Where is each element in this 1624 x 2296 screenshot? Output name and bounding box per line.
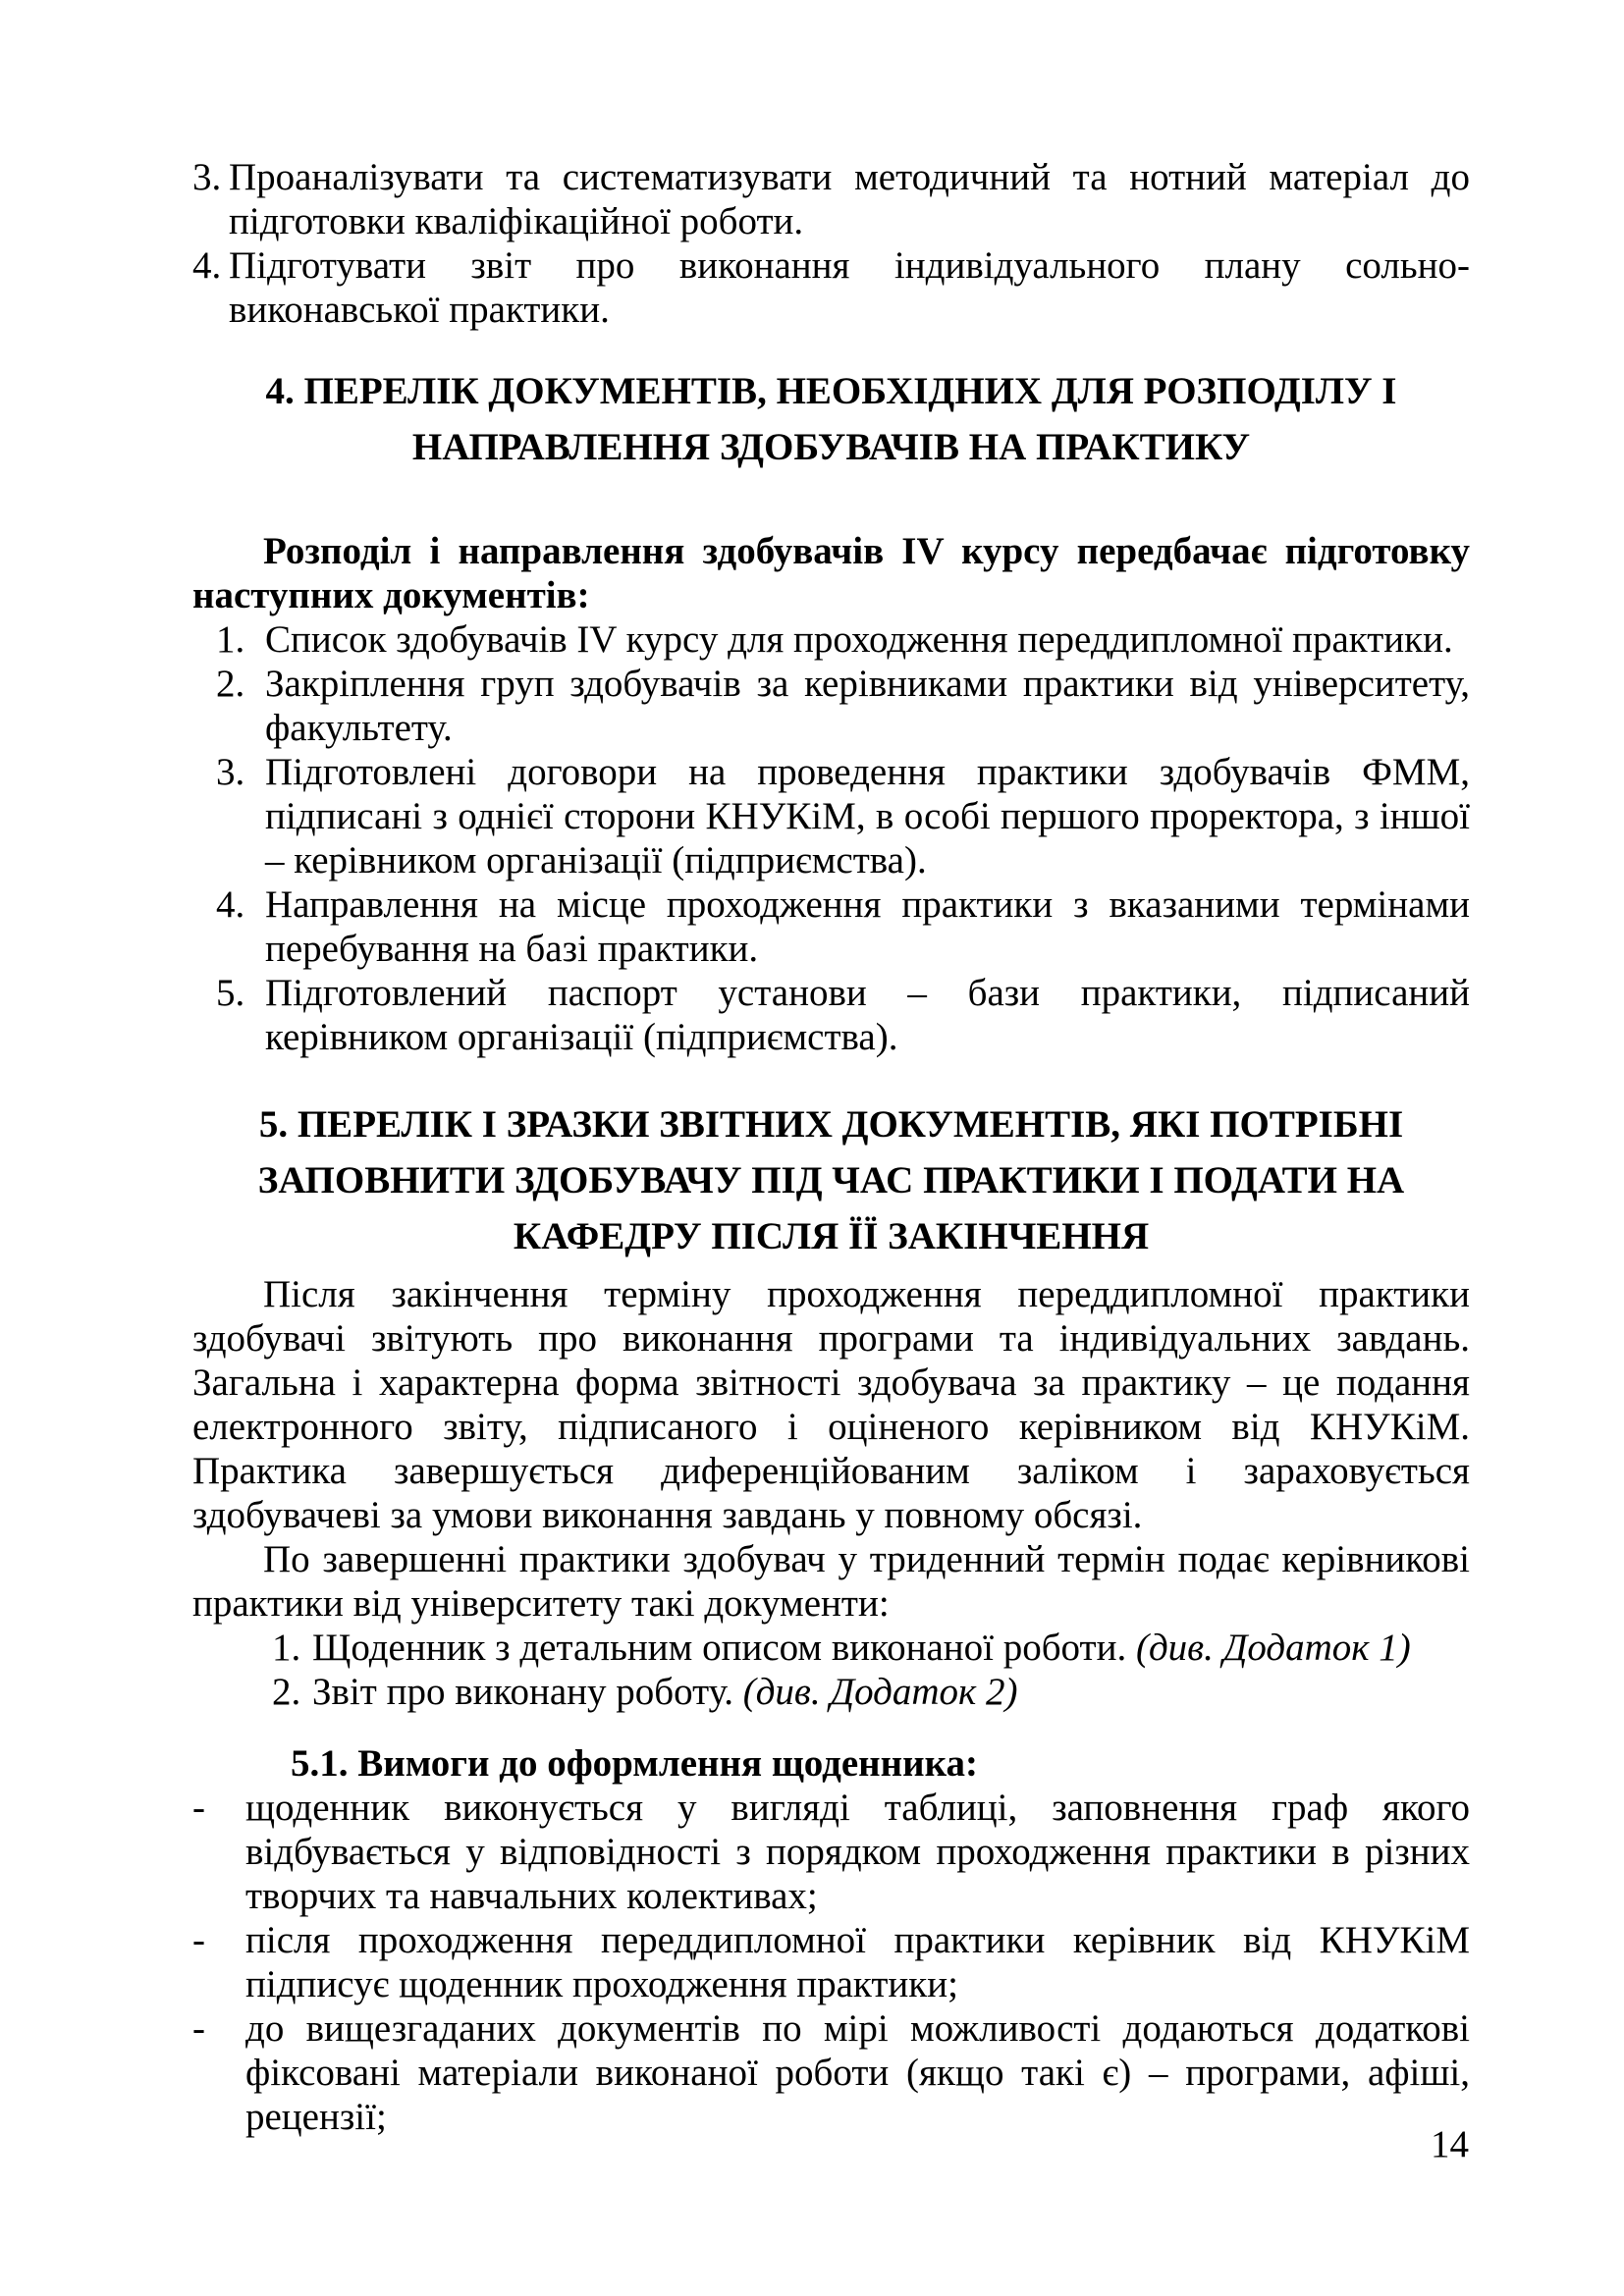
list-item-dash: -	[192, 1787, 205, 1829]
list-item	[192, 1786, 1470, 1918]
list-item	[192, 882, 1470, 971]
list-item-number: 1.	[216, 618, 245, 661]
list-item	[192, 1626, 1470, 1670]
list-item-text: Підготовлені договори на проведення практики здобувачів ФММ, підписані з однієї сторони КНУКіМ, в особі першого проректора, з іншої – керівником організації (підприємства).	[265, 751, 1470, 881]
list-item-text: Закріплення груп здобувачів за керівниками практики від університету, факультету.	[265, 663, 1470, 749]
list-item-number: 4.	[192, 244, 222, 287]
list-item	[192, 243, 1470, 332]
section51-dash-list	[192, 1786, 1470, 2139]
list-item-text: Підготовлений паспорт установи – бази практики, підписаний керівником організації (підприємства).	[265, 972, 1470, 1058]
list-item-text: Підготувати звіт про виконання індивідуального плану сольно-виконавської практики.	[229, 244, 1470, 331]
list-item-text: до вищезгаданих документів по мірі можливості додаються додаткові фіксовані матеріали виконаної роботи (якщо такі є) – програми, афіші, рецензії;	[245, 2007, 1470, 2138]
list-item	[192, 971, 1470, 1059]
list-item	[192, 617, 1470, 662]
list-item-text: щоденник виконується у вигляді таблиці, заповнення граф якого відбувається у відповідності з порядком проходження практики в різних творчих та навчальних колективах;	[245, 1787, 1470, 1917]
continued-numbered-list	[192, 155, 1470, 332]
report-documents-list	[192, 1626, 1470, 1714]
list-item-text: Проаналізувати та систематизувати методичний та нотний матеріал до підготовки кваліфікаційної роботи.	[229, 156, 1470, 242]
section5-paragraph-1: Після закінчення терміну проходження переддипломної практики здобувачі звітують про виконання програми та індивідуальних завдань. Загальна і характерна форма звітності здобувача за практику – це подання електронного звіту, підписаного і оціненого керівником від КНУКіМ. Практика завершується диференційованим заліком і зараховується здобувачеві за умови виконання завдань у повному обсязі.	[192, 1273, 1470, 1536]
section4-intro: Розподіл і направлення здобувачів IV курсу передбачає підготовку наступних документів:	[192, 530, 1470, 616]
page-content	[192, 155, 1470, 2139]
list-item-text: Щоденник з детальним описом виконаної роботи.	[312, 1627, 1127, 1669]
list-item	[192, 1918, 1470, 2006]
list-item	[192, 1670, 1470, 1714]
list-item-text: Звіт про виконану роботу.	[312, 1671, 733, 1713]
section4-numbered-list	[192, 617, 1470, 1059]
list-item-dash: -	[192, 1919, 205, 1961]
list-item-number: 2.	[272, 1671, 301, 1713]
list-item-dash: -	[192, 2007, 205, 2050]
list-item-text: після проходження переддипломної практики керівник від КНУКіМ підписує щоденник проходження практики;	[245, 1919, 1470, 2005]
list-item-number: 2.	[216, 663, 245, 705]
section4-heading: 4. ПЕРЕЛІК ДОКУМЕНТІВ, НЕОБХІДНИХ ДЛЯ РОЗПОДІЛУ І НАПРАВЛЕННЯ ЗДОБУВАЧІВ НА ПРАКТИКУ	[265, 370, 1397, 468]
list-item	[192, 662, 1470, 750]
appendix-reference: (див. Додаток 2)	[742, 1671, 1018, 1713]
section5-heading: 5. ПЕРЕЛІК І ЗРАЗКИ ЗВІТНИХ ДОКУМЕНТІВ, ЯКІ ПОТРІБНІ ЗАПОВНИТИ ЗДОБУВАЧУ ПІД ЧАС ПРАКТИКИ І ПОДАТИ НА КАФЕДРУ ПІСЛЯ ЇЇ ЗАКІНЧЕННЯ	[257, 1103, 1405, 1257]
list-item-text: Направлення на місце проходження практики з вказаними термінами перебування на базі практики.	[265, 883, 1470, 970]
page-number: 14	[1431, 2123, 1469, 2165]
list-item	[192, 2006, 1470, 2139]
list-item	[192, 750, 1470, 882]
section51-heading: 5.1. Вимоги до оформлення щоденника:	[291, 1742, 978, 1785]
appendix-reference: (див. Додаток 1)	[1135, 1627, 1411, 1669]
section5-paragraph-2: По завершенні практики здобувач у триденний термін подає керівникові практики від університету такі документи:	[192, 1538, 1470, 1625]
list-item-number: 5.	[216, 972, 245, 1014]
list-item	[192, 155, 1470, 243]
list-item-number: 4.	[216, 883, 245, 926]
list-item-number: 3.	[216, 751, 245, 793]
list-item-text: Список здобувачів IV курсу для проходження переддипломної практики.	[265, 618, 1453, 661]
list-item-number: 1.	[272, 1627, 301, 1669]
list-item-number: 3.	[192, 156, 222, 198]
